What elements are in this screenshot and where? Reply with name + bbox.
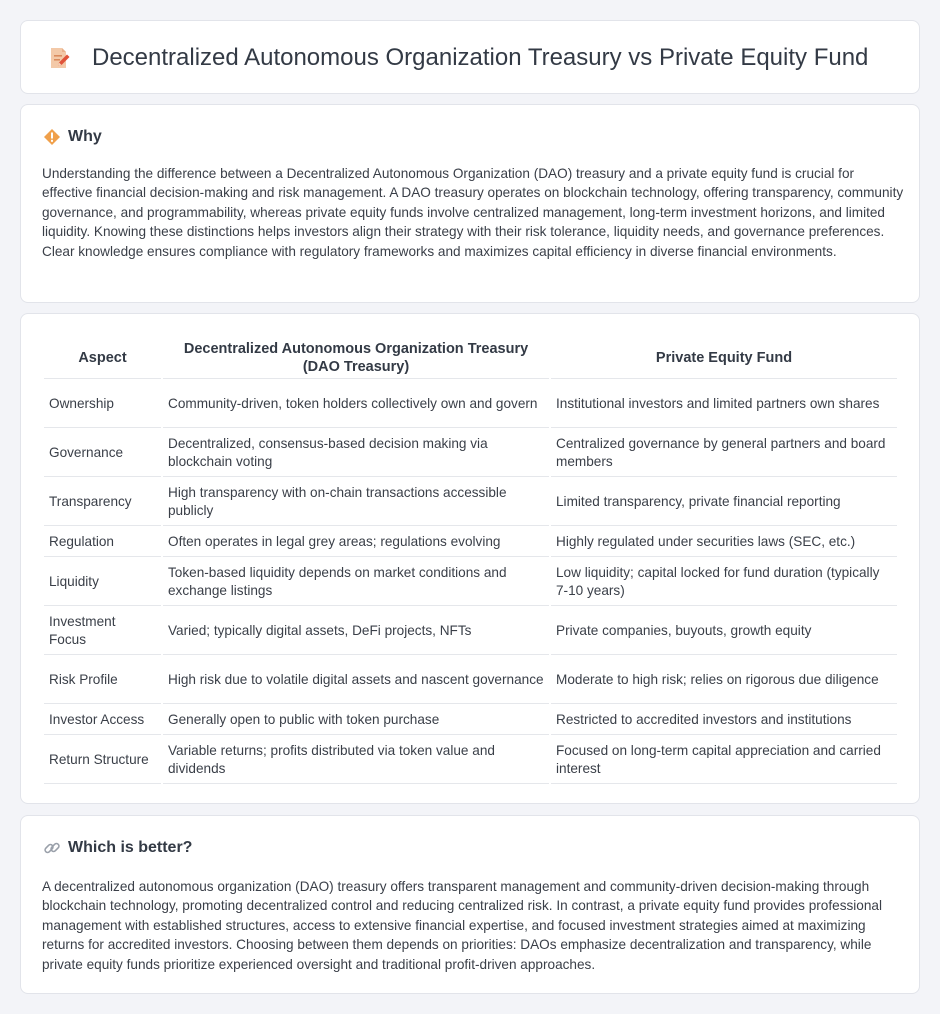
table-header-row: [44, 337, 897, 379]
better-heading: Which is better?: [68, 839, 193, 856]
row-aspect: Investment Focus: [44, 608, 161, 655]
table-row: [44, 608, 897, 655]
row-aspect: Return Structure: [44, 737, 161, 784]
table-row: [44, 706, 897, 735]
row-dao-value: High transparency with on-chain transactions accessible publicly: [163, 479, 549, 526]
why-heading-row: [43, 127, 102, 147]
row-aspect: Transparency: [44, 479, 161, 526]
document-pencil-icon: [47, 46, 71, 70]
row-pe-value: Institutional investors and limited partners own shares: [551, 381, 897, 428]
table-row: [44, 559, 897, 606]
row-dao-value: Generally open to public with token purchase: [163, 706, 549, 735]
page-title: Decentralized Autonomous Organization Treasury vs Private Equity Fund: [92, 44, 869, 71]
row-pe-value: Centralized governance by general partners and board members: [551, 430, 897, 477]
diamond-warning-icon: [43, 128, 61, 146]
table-row: [44, 528, 897, 557]
row-dao-value: Often operates in legal grey areas; regulations evolving: [163, 528, 549, 557]
why-paragraph: Understanding the difference between a Decentralized Autonomous Organization (DAO) treasury and a private equity fund is crucial for effective financial decision-making and risk management. A DAO treasury operates on blockchain technology, offering transparency, community governance, and programmability, whereas private equity funds involve centralized management, long-term investment horizons, and limited liquidity. Knowing these distinctions helps investors align their strategy with their risk tolerance, liquidity needs, and governance preferences. Clear knowledge ensures compliance with regulatory frameworks and maximizes capital efficiency in diverse financial environments.: [42, 166, 904, 259]
why-heading: Why: [68, 128, 102, 145]
table-row: [44, 657, 897, 704]
link-icon: [43, 839, 61, 857]
row-pe-value: Moderate to high risk; relies on rigorous due diligence: [551, 657, 897, 704]
table-row: [44, 381, 897, 428]
row-dao-value: Community-driven, token holders collectively own and govern: [163, 381, 549, 428]
better-heading-row: [43, 838, 192, 858]
row-dao-value: Variable returns; profits distributed via token value and dividends: [163, 737, 549, 784]
row-pe-value: Restricted to accredited investors and institutions: [551, 706, 897, 735]
column-header-pe: Private Equity Fund: [551, 337, 897, 379]
comparison-section: [20, 313, 920, 804]
row-pe-value: Limited transparency, private financial reporting: [551, 479, 897, 526]
row-aspect: Regulation: [44, 528, 161, 557]
column-header-aspect: Aspect: [44, 337, 161, 379]
table-row: [44, 479, 897, 526]
which-is-better-section: [20, 815, 920, 994]
row-dao-value: Token-based liquidity depends on market conditions and exchange listings: [163, 559, 549, 606]
row-pe-value: Focused on long-term capital appreciation and carried interest: [551, 737, 897, 784]
row-aspect: Liquidity: [44, 559, 161, 606]
better-paragraph: A decentralized autonomous organization (DAO) treasury offers transparent management and community-driven decision-making through blockchain technology, promoting decentralized control and reducing centralized risk. In contrast, a private equity fund provides professional management with established structures, access to extensive financial expertise, and focused investment strategies aimed at maximizing returns for accredited investors. Choosing between them depends on priorities: DAOs emphasize decentralization and transparency, while private equity funds prioritize experienced oversight and traditional profit-driven approaches.: [42, 879, 883, 972]
row-pe-value: Low liquidity; capital locked for fund duration (typically 7-10 years): [551, 559, 897, 606]
row-pe-value: Highly regulated under securities laws (SEC, etc.): [551, 528, 897, 557]
row-aspect: Risk Profile: [44, 657, 161, 704]
table-row: [44, 430, 897, 477]
row-dao-value: Decentralized, consensus-based decision making via blockchain voting: [163, 430, 549, 477]
comparison-table: [42, 335, 899, 786]
row-pe-value: Private companies, buyouts, growth equity: [551, 608, 897, 655]
column-header-dao: Decentralized Autonomous Organization Treasury (DAO Treasury): [163, 337, 549, 379]
row-aspect: Governance: [44, 430, 161, 477]
row-aspect: Investor Access: [44, 706, 161, 735]
row-dao-value: High risk due to volatile digital assets and nascent governance: [163, 657, 549, 704]
why-section: [20, 104, 920, 303]
row-dao-value: Varied; typically digital assets, DeFi projects, NFTs: [163, 608, 549, 655]
table-row: [44, 737, 897, 784]
row-aspect: Ownership: [44, 381, 161, 428]
header-card: [20, 20, 920, 94]
